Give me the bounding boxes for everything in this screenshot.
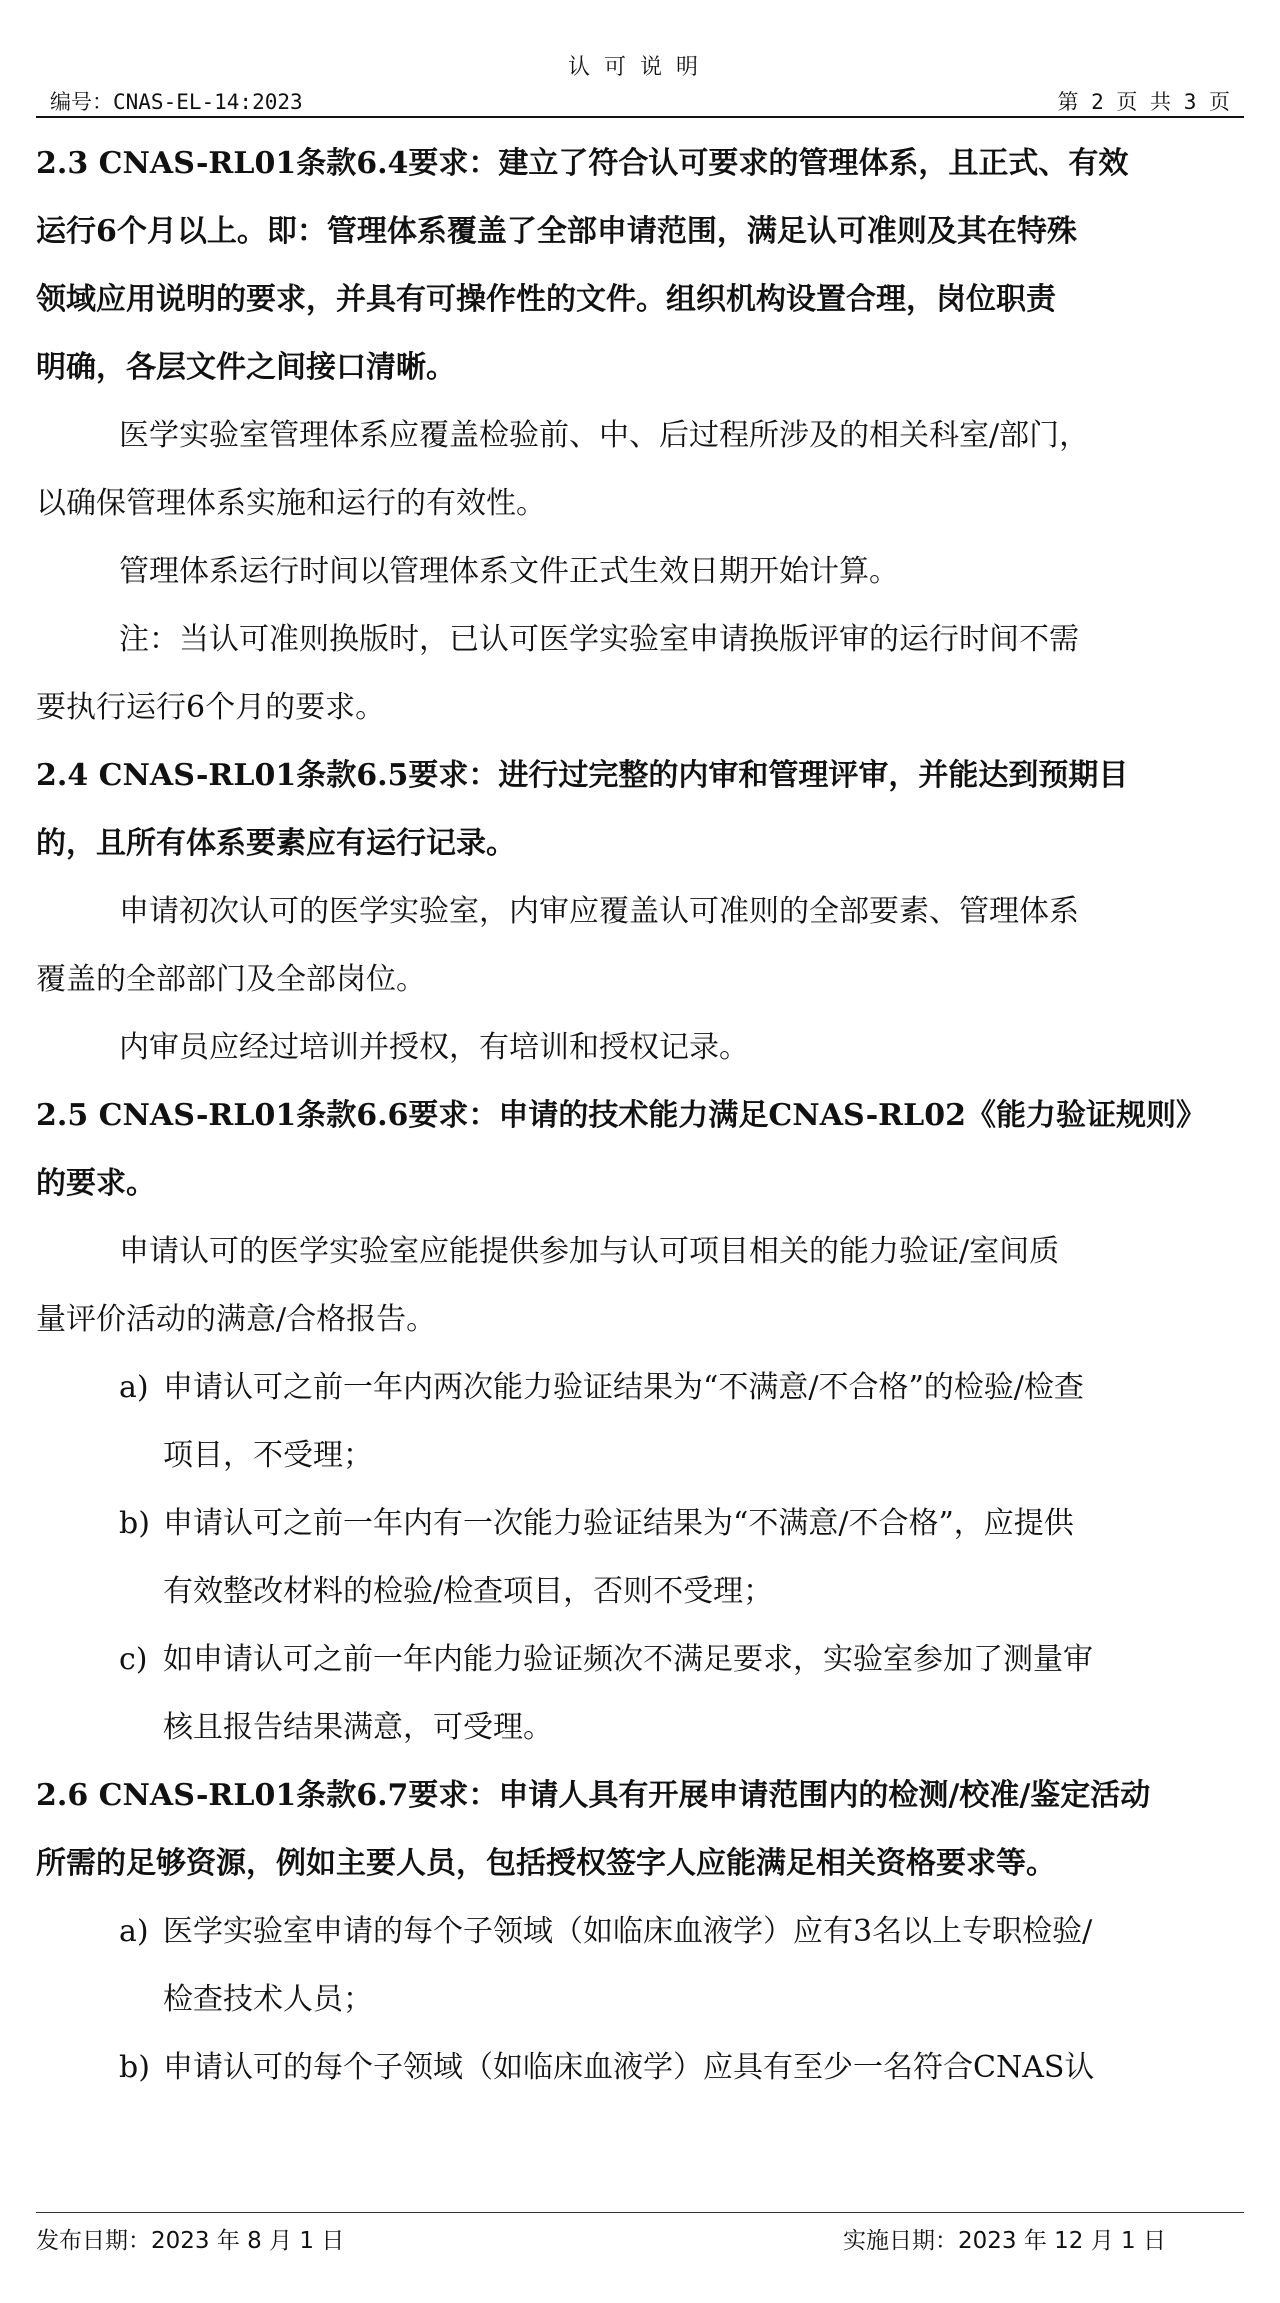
paragraph: 覆盖的全部部门及全部岗位。 bbox=[36, 962, 426, 997]
footer-divider bbox=[36, 2212, 1244, 2213]
page-indicator: 第 2 页 共 3 页 bbox=[1057, 90, 1230, 114]
section-2-3-heading: 2.3 CNAS-RL01条款6.4要求：建立了符合认可要求的管理体系，且正式、有效 bbox=[36, 146, 1129, 181]
section-2-5-heading: 2.5 CNAS-RL01条款6.6要求：申请的技术能力满足CNAS-RL02《能力验证规则》 bbox=[36, 1098, 1206, 1133]
list-item-continuation: 有效整改材料的检验/检查项目，否则不受理； bbox=[163, 1574, 774, 1609]
document-body bbox=[36, 130, 1244, 2102]
list-item bbox=[36, 2034, 1244, 2102]
issue-date: 发布日期：2023 年 8 月 1 日 bbox=[36, 2228, 345, 2254]
document-number: 编号：CNAS-EL-14:2023 bbox=[50, 90, 303, 114]
list-item-text: 医学实验室申请的每个子领域（如临床血液学）应有3名以上专职检验/ bbox=[163, 1914, 1093, 1949]
paragraph: 申请初次认可的医学实验室，内审应覆盖认可准则的全部要素、管理体系 bbox=[119, 894, 1079, 929]
section-2-3-heading: 明确，各层文件之间接口清晰。 bbox=[36, 350, 456, 385]
list-item-text: 申请认可的每个子领域（如临床血液学）应具有至少一名符合CNAS认 bbox=[163, 2050, 1095, 2085]
section-2-3-heading: 领域应用说明的要求，并具有可操作性的文件。组织机构设置合理，岗位职责 bbox=[36, 282, 1056, 317]
list-item bbox=[36, 1490, 1244, 1558]
list-item-text: 申请认可之前一年内有一次能力验证结果为“不满意/不合格”，应提供 bbox=[163, 1506, 1074, 1541]
list-marker: b) bbox=[119, 1506, 150, 1541]
paragraph: 量评价活动的满意/合格报告。 bbox=[36, 1302, 437, 1337]
header-divider bbox=[36, 116, 1244, 118]
list-item-continuation: 项目，不受理； bbox=[163, 1438, 373, 1473]
list-marker: a) bbox=[119, 1370, 149, 1405]
paragraph: 管理体系运行时间以管理体系文件正式生效日期开始计算。 bbox=[119, 554, 899, 589]
paragraph: 以确保管理体系实施和运行的有效性。 bbox=[36, 486, 546, 521]
list-marker: b) bbox=[119, 2050, 150, 2085]
list-marker: c) bbox=[119, 1642, 148, 1677]
section-2-6-heading: 所需的足够资源，例如主要人员，包括授权签字人应能满足相关资格要求等。 bbox=[36, 1846, 1056, 1881]
list-item-continuation: 核且报告结果满意，可受理。 bbox=[163, 1710, 553, 1745]
section-2-4-heading: 的，且所有体系要素应有运行记录。 bbox=[36, 826, 516, 861]
section-2-5-heading: 的要求。 bbox=[36, 1166, 156, 1201]
list-item-text: 申请认可之前一年内两次能力验证结果为“不满意/不合格”的检验/检查 bbox=[163, 1370, 1084, 1405]
list-item bbox=[36, 1898, 1244, 1966]
section-2-4-heading: 2.4 CNAS-RL01条款6.5要求：进行过完整的内审和管理评审，并能达到预期目 bbox=[36, 758, 1129, 793]
paragraph: 申请认可的医学实验室应能提供参加与认可项目相关的能力验证/室间质 bbox=[119, 1234, 1060, 1269]
effective-date: 实施日期：2023 年 12 月 1 日 bbox=[843, 2228, 1166, 2254]
note-paragraph: 要执行运行6个月的要求。 bbox=[36, 690, 386, 725]
note-paragraph: 注：当认可准则换版时，已认可医学实验室申请换版评审的运行时间不需 bbox=[119, 622, 1079, 657]
list-item-text: 如申请认可之前一年内能力验证频次不满足要求，实验室参加了测量审 bbox=[163, 1642, 1093, 1677]
list-marker: a) bbox=[119, 1914, 149, 1949]
section-2-6-heading: 2.6 CNAS-RL01条款6.7要求：申请人具有开展申请范围内的检测/校准/鉴定活动 bbox=[36, 1778, 1151, 1813]
paragraph: 医学实验室管理体系应覆盖检验前、中、后过程所涉及的相关科室/部门， bbox=[119, 418, 1090, 453]
document-title: 认可说明 bbox=[567, 55, 712, 80]
section-2-3-heading: 运行6个月以上。即：管理体系覆盖了全部申请范围，满足认可准则及其在特殊 bbox=[36, 214, 1077, 249]
list-item bbox=[36, 1354, 1244, 1422]
list-item-continuation: 检查技术人员； bbox=[163, 1982, 373, 2017]
paragraph: 内审员应经过培训并授权，有培训和授权记录。 bbox=[119, 1030, 749, 1065]
list-item bbox=[36, 1626, 1244, 1694]
